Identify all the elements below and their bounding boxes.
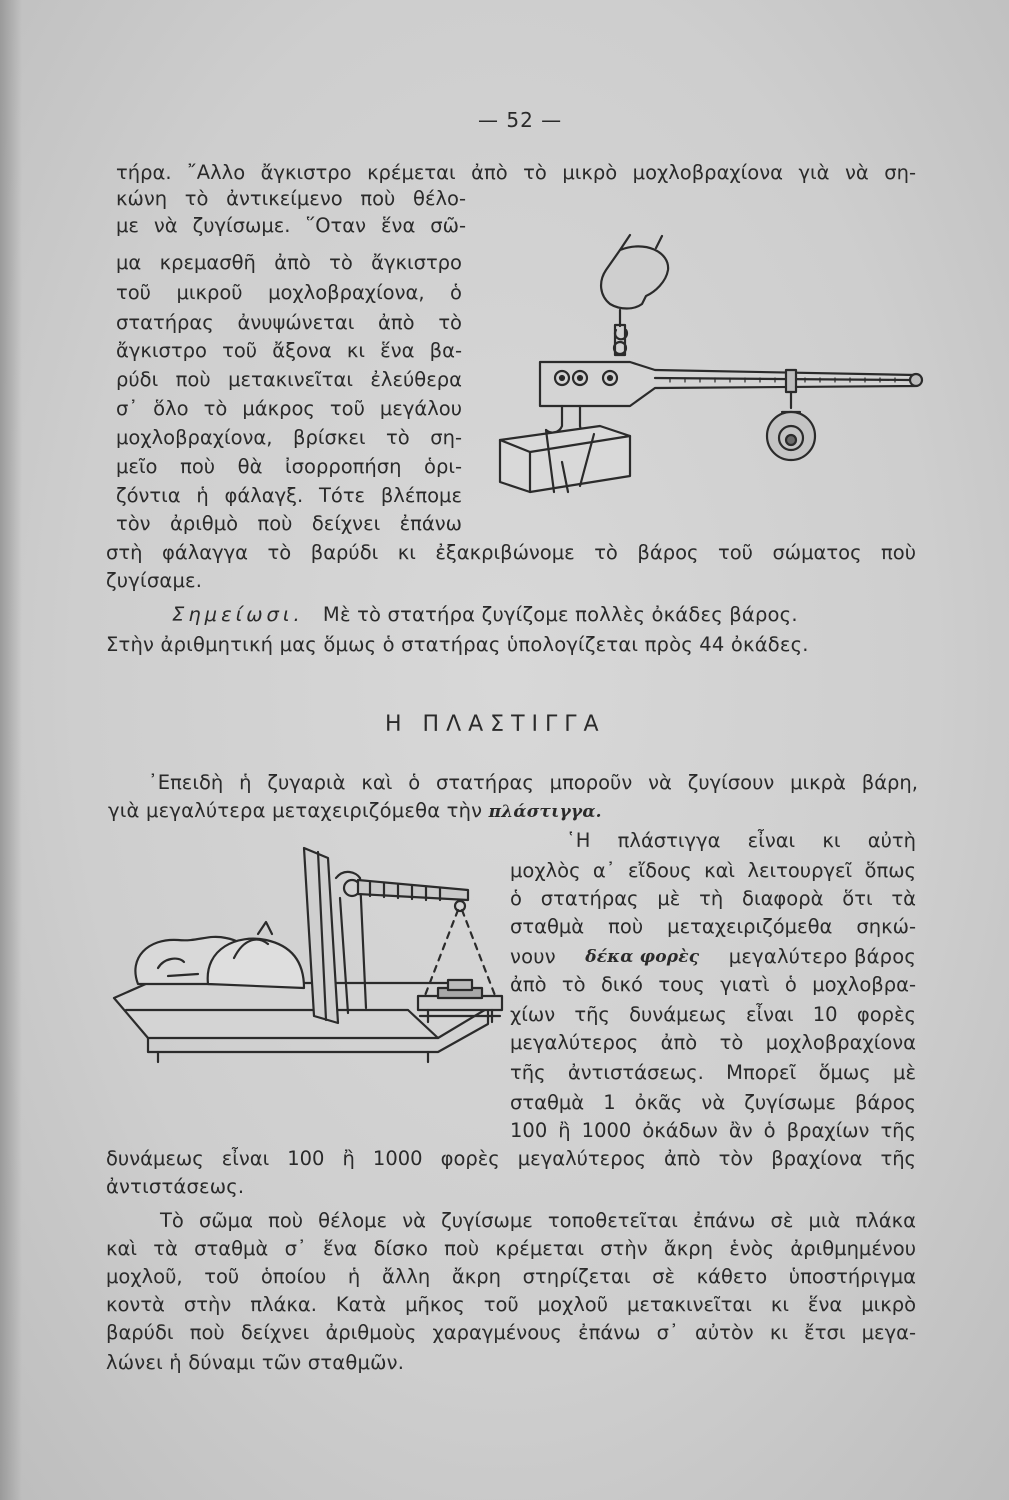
platform-scale-illustration [108, 838, 508, 1068]
text-line: μεῖο ποὺ θὰ ἰσορροπήση ὁρι- [116, 455, 462, 478]
text-line: σ᾿ ὅλο τὸ μάκρος τοῦ μεγάλου [116, 397, 462, 420]
note-line-2: Στὴν ἀριθμητική μας ὅμως ὁ στατήρας ὑπολογίζεται πρὸς 44 ὀκάδες. [106, 633, 809, 656]
note-label: Σημείωσι. [172, 603, 304, 626]
text-line [510, 944, 916, 970]
text-line: ρύδι ποὺ μετακινεῖται ἐλεύθερα [116, 368, 462, 391]
text-line: Τὸ σῶμα ποὺ θέλομε νὰ ζυγίσωμε τοποθετεῖται ἐπάνω σὲ μιὰ πλάκα [160, 1209, 916, 1232]
page-edge-shadow [0, 0, 22, 1500]
text-line: βαρύδι ποὺ δείχνει ἀριθμοὺς χαραγμένους ἐπάνω σ᾿ αὐτὸν κι ἔτσι μεγα- [106, 1321, 916, 1344]
intro-text: γιὰ μεγαλύτερα μεταχειριζόμεθα τὴν [108, 799, 483, 822]
text-line: κοντὰ στὴν πλάκα. Κατὰ μῆκος τοῦ μοχλοῦ μετακινεῖται κι ἕνα μικρὸ [106, 1293, 916, 1316]
text-line [108, 798, 602, 825]
text-line: χίων τῆς δυνάμεως εἶναι 10 φορὲς [510, 1003, 916, 1026]
text-line: μοχλὸς α᾿ εἴδους καὶ λειτουργεῖ ὅπως [510, 859, 916, 882]
text-line: ὁ στατήρας μὲ τὴ διαφορὰ ὅτι τὰ [510, 887, 916, 910]
text-line: τῆς ἀντιστάσεως. Μπορεῖ ὅμως μὲ [510, 1061, 916, 1084]
text-line: ἄγκιστρο τοῦ ἄξονα κι ἕνα βα- [116, 339, 462, 362]
text-line: μεγαλύτερος ἀπὸ τὸ μοχλοβραχίονα [510, 1031, 916, 1054]
text-line: μοχλοῦ, τοῦ ὁποίου ἡ ἄλλη ἄκρη στηρίζεται σὲ κάθετο ὑποστήριγμα [106, 1265, 916, 1288]
page-number: — 52 — [478, 108, 563, 132]
text-line: ἀντιστάσεως. [106, 1175, 245, 1198]
text-line: στατήρας ἀνυψώνεται ἀπὸ τὸ [116, 311, 462, 334]
text-line: ἀπὸ τὸ δικό τους γιατὶ ὁ μοχλοβρα- [510, 973, 916, 996]
text-line: στὴ φάλαγγα τὸ βαρύδι κι ἐξακριβώνομε τὸ βάρος τοῦ σώματος ποὺ [106, 541, 916, 564]
text-line: μα κρεμασθῆ ἀπὸ τὸ ἄγκιστρο [116, 251, 462, 274]
text-line: τοῦ μικροῦ μοχλοβραχίονα, ὁ [116, 281, 462, 304]
section-heading: Η ΠΛΑΣΤΙΓΓΑ [385, 712, 606, 737]
text-line: σταθμὰ ποὺ μεταχειριζόμεθα σηκώ- [510, 915, 916, 938]
text-line: σταθμὰ 1 ὀκᾶς νὰ ζυγίσωμε βάρος [510, 1091, 916, 1114]
text-line: δυνάμεως εἶναι 100 ἢ 1000 φορὲς μεγαλύτερος ἀπὸ τὸν βραχίονα τῆς [106, 1147, 916, 1170]
text-line: ζόντια ἡ φάλαγξ. Τότε βλέπομε [116, 484, 462, 507]
text-line: ζυγίσαμε. [106, 569, 203, 592]
steelyard-illustration [470, 230, 930, 510]
text-line: ῾Η πλάστιγγα εἶναι κι αὐτὴ [566, 829, 916, 852]
emphasis-term: πλάστιγγα. [488, 802, 602, 822]
note-text: Μὲ τὸ στατήρα ζυγίζομε πολλὲς ὀκάδες βάρος. [322, 603, 798, 626]
text-line: μοχλοβραχίονα, βρίσκει τὸ ση- [116, 426, 462, 449]
text-line: ᾿Επειδὴ ἡ ζυγαριὰ καὶ ὁ στατήρας μποροῦν νὰ ζυγίσουν μικρὰ βάρη, [148, 771, 918, 794]
text-line: τὸν ἀριθμὸ ποὺ δείχνει ἐπάνω [116, 512, 462, 535]
note-line-1 [172, 602, 914, 628]
text-line: με νὰ ζυγίσωμε. ῞Οταν ἕνα σῶ- [116, 214, 466, 237]
text-line: λώνει ἡ δύναμι τῶν σταθμῶν. [106, 1351, 405, 1374]
text-line: καὶ τὰ σταθμὰ σ᾿ ἕνα δίσκο ποὺ κρέμεται στὴν ἄκρη ἑνὸς ἀριθμημένου [106, 1237, 916, 1260]
text-line: τήρα. ῎Αλλο ἄγκιστρο κρέμεται ἀπὸ τὸ μικρὸ μοχλοβραχίονα γιὰ νὰ ση- [116, 161, 916, 184]
text-fragment: νουν [510, 945, 556, 968]
text-line: κώνη τὸ ἀντικείμενο ποὺ θέλο- [116, 187, 466, 210]
text-line: 100 ἢ 1000 ὀκάδων ἂν ὁ βραχίων τῆς [510, 1119, 916, 1142]
emphasis-term: δέκα φορὲς [585, 947, 700, 967]
text-fragment: μεγαλύτερο βάρος [728, 945, 916, 968]
